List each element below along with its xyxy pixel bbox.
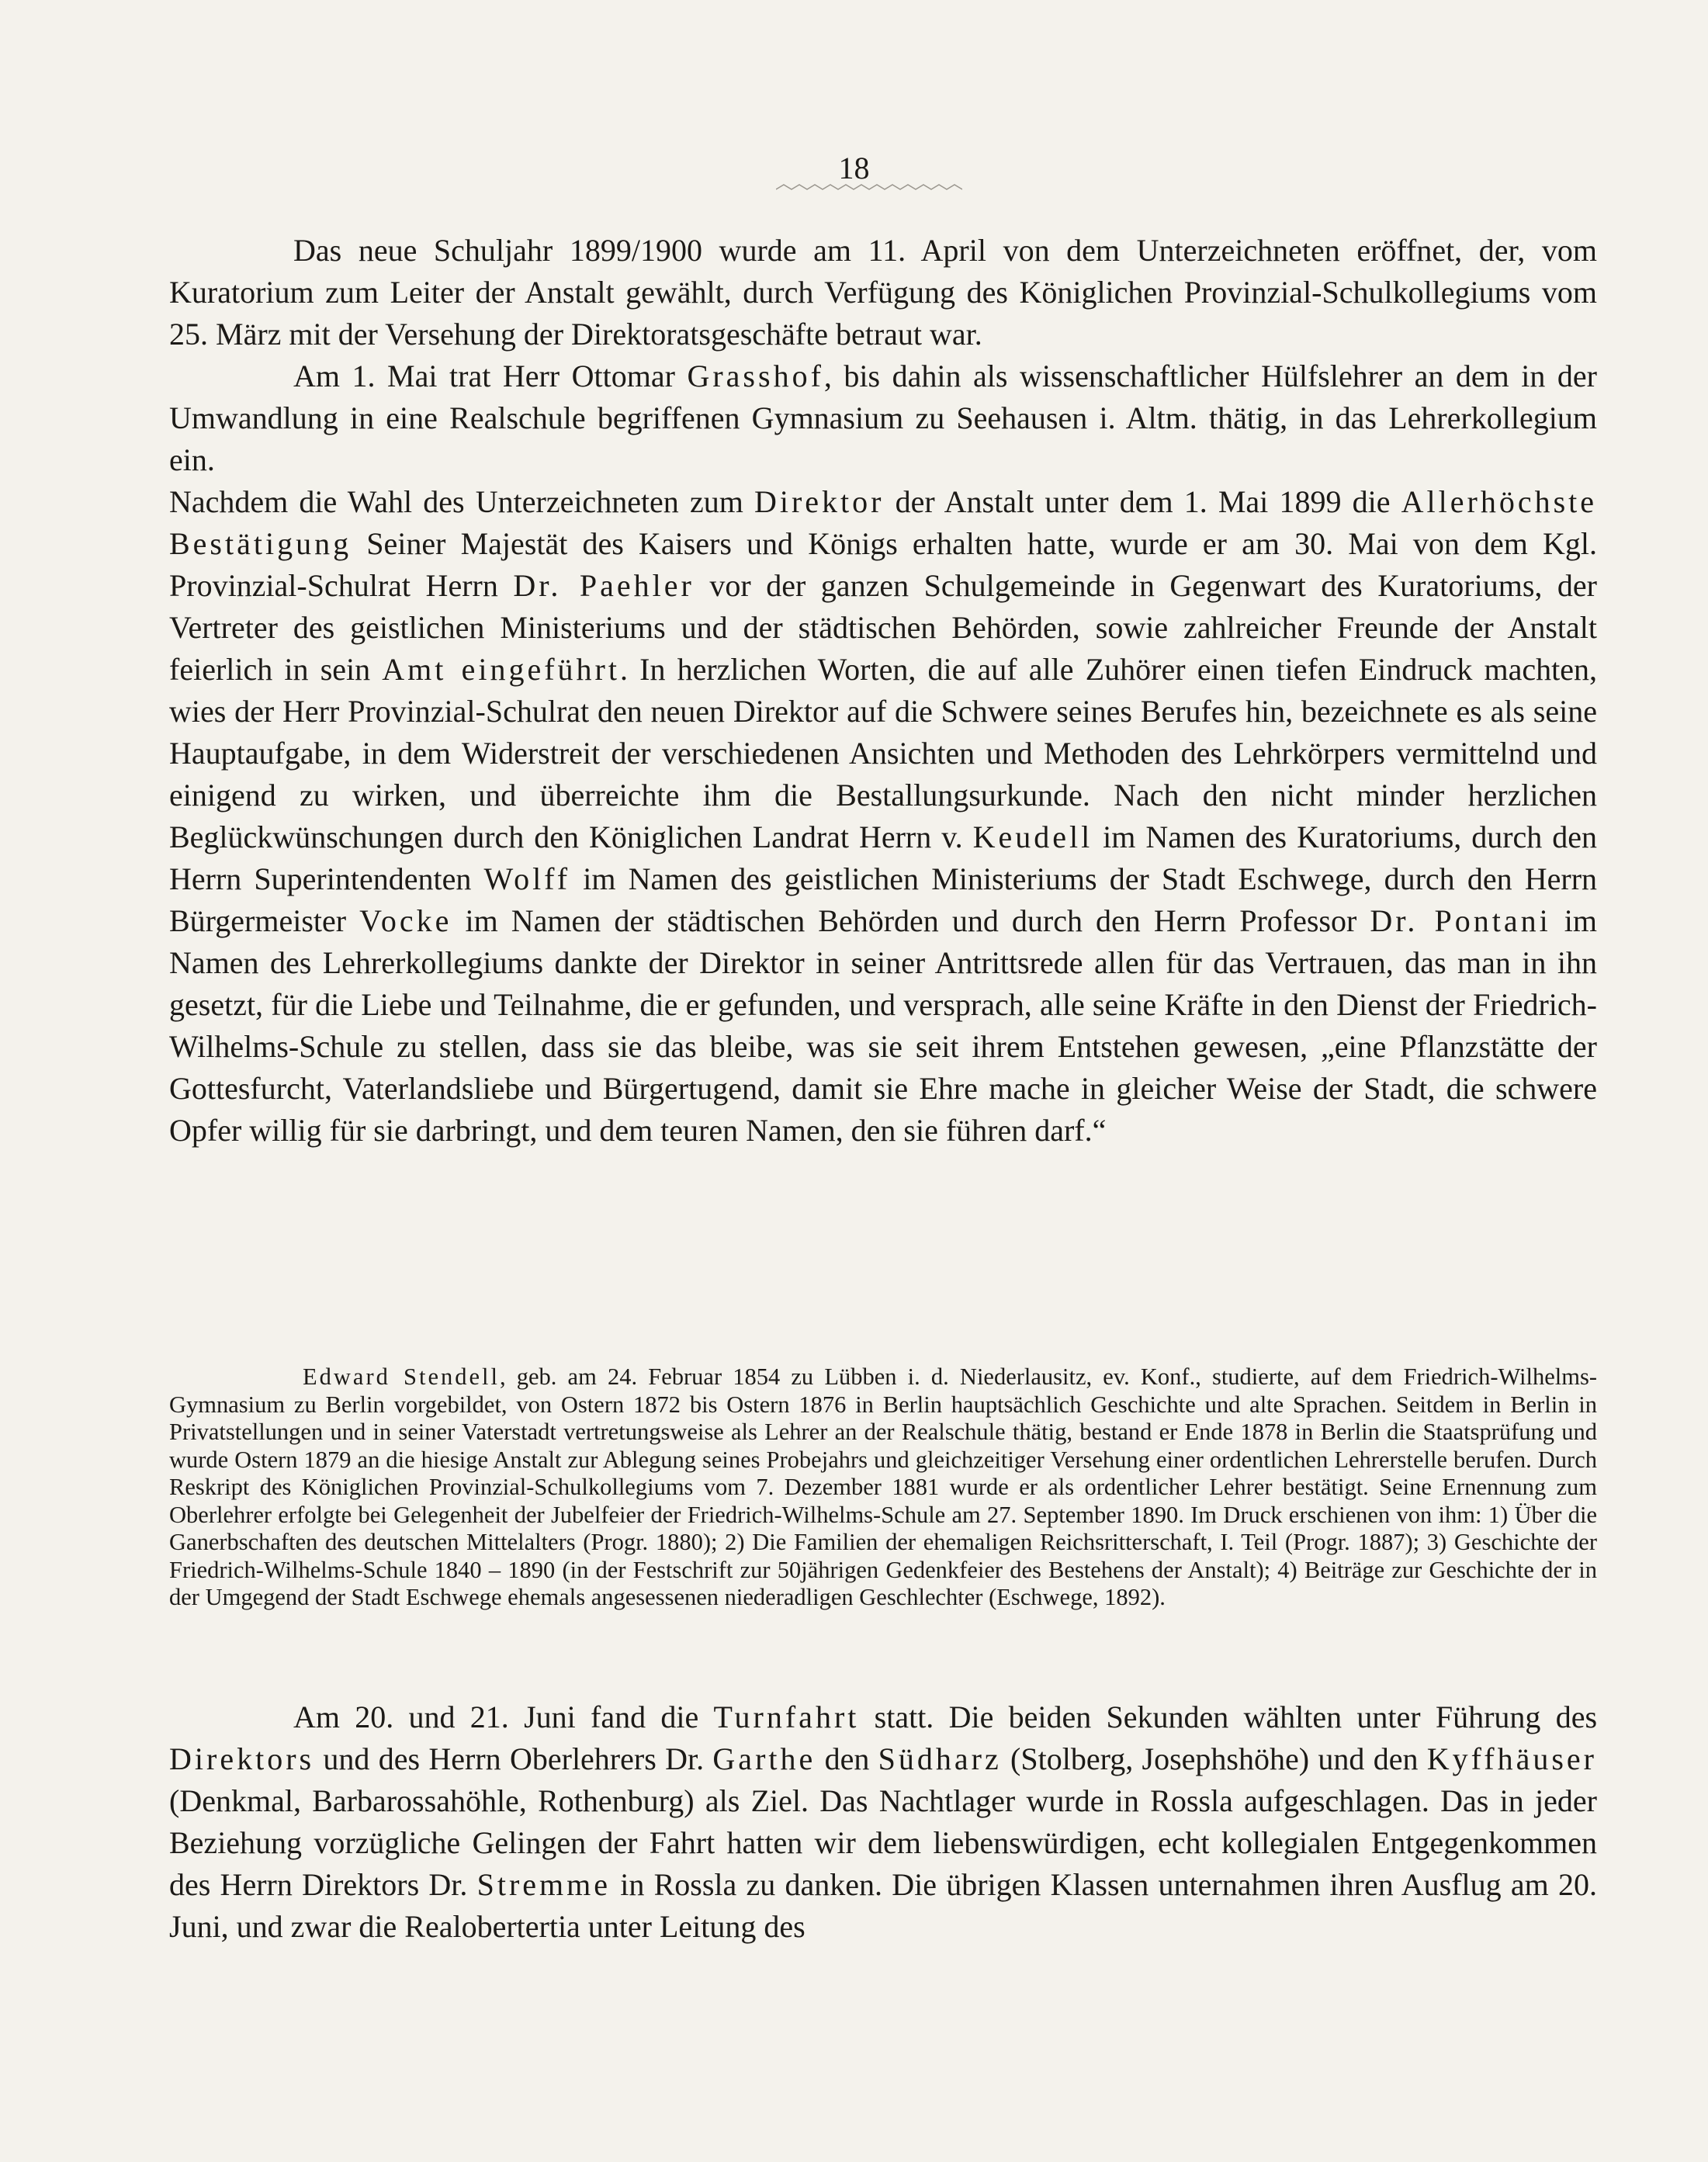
paragraph-text: im Namen des geistlichen Ministeriums der Stadt Eschwege, durch den Herrn Bürgermeister: [169, 861, 1598, 938]
spaced-emphasis: Direktors: [169, 1741, 315, 1776]
paragraph-text: den: [816, 1741, 878, 1776]
spaced-name: Stremme: [476, 1867, 611, 1902]
spaced-name: Garthe: [712, 1741, 816, 1776]
footnote-text: , geb. am 24. Februar 1854 zu Lübben i. d. Niederlausitz, ev. Konf., studierte, auf dem Friedrich-Wilhelms-Gymnasium zu Berlin vorgebildet, von Ostern 1872 bis Ostern 1876 in Berlin hauptsächlich Geschichte und alte Sprachen. Seitdem in Berlin in Privatstellungen und in seiner Vaterstadt vertretungsweise als Lehrer an der Realschule thätig, bestand er Ende 1878 in Berlin die Staatsprüfung und wurde Ostern 1879 an die hiesige Anstalt zur Ablegung seines Probejahrs und gleichzeitiger Versehung einer ordentlichen Lehrerstelle berufen. Durch Reskript des Königlichen Provinzial-Schulkollegiums vom 7. Dezember 1881 wurde er als ordentlicher Lehrer bestätigt. Seine Ernennung zum Oberlehrer erfolgte bei Gelegenheit der Jubelfeier der Friedrich-Wilhelms-Schule am 27. September 1890. Im Druck erschienen von ihm: 1) Über die Ganerbschaften des deutschen Mittelalters (Progr. 1880); 2) Die Familien der ehemaligen Reichsritterschaft, I. Teil (Progr. 1887); 3) Geschichte der Friedrich-Wilhelms-Schule 1840 – 1890 (in der Festschrift zur 50jährigen Gedenkfeier des Bestehens der Anstalt); 4) Beiträge zur Geschichte der in der Umgegend der Stadt Eschwege ehemals angesessenen niederadligen Geschlechter (Eschwege, 1892).: [169, 1363, 1598, 1610]
spaced-name: Wolff: [483, 861, 571, 896]
paragraph-text: , bis dahin als wissenschaftlicher Hülfslehrer an dem in der Umwandlung in eine Realschule begriffenen Gymnasium zu Seehausen i. Altm. thätig, in das Lehrerkollegium ein.: [169, 359, 1597, 477]
paragraph-text: der Anstalt unter dem 1. Mai 1899 die: [884, 484, 1401, 519]
spaced-emphasis: Amt eingeführt: [382, 652, 620, 687]
paragraph-text: im Namen des Kuratoriums, durch den Herrn Superintendenten: [169, 819, 1597, 896]
spaced-name: Vocke: [359, 903, 452, 938]
paragraph-text: im Namen der städtischen Behörden und durch den Herrn Professor: [452, 903, 1370, 938]
paragraph-text: vor der ganzen Schulgemeinde in Gegenwart des Kuratoriums, der Vertreter des geistlichen Ministeriums und der städtischen Behörden, sowie zahlreicher Freunde der Anstalt feierlich in sein: [169, 568, 1597, 687]
paragraph-text: Das neue Schuljahr 1899/1900 wurde am 11. April von dem Unterzeichneten eröffnet, der, vom Kuratorium zum Leiter der Anstalt gewählt, durch Verfügung des Königlichen Provinzial-Schulkollegiums vom 25. März mit der Versehung der Direktoratsgeschäfte betraut war.: [169, 233, 1597, 352]
main-text-top: [169, 230, 1597, 1152]
paragraph-text: in Rossla zu danken. Die übrigen Klassen unternahmen ihren Ausflug am 20. Juni, und zwar die Realobertertia unter Leitung des: [169, 1867, 1597, 1944]
paragraph-text: Am 20. und 21. Juni fand die: [293, 1699, 714, 1734]
paragraph-grasshof: [169, 355, 1597, 481]
spaced-name: Dr. Paehler: [513, 568, 695, 603]
spaced-name: Dr. Pontani: [1370, 903, 1551, 938]
paragraph-director-installation: [169, 481, 1597, 1152]
paragraph-text: statt. Die beiden Sekunden wählten unter Führung des: [859, 1699, 1598, 1734]
paragraph-text: Seiner Majestät des Kaisers und Königs erhalten hatte, wurde er am 30. Mai von dem Kgl. Provinzial-Schulrat Herrn: [169, 526, 1597, 603]
spaced-place: Kyffhäuser: [1426, 1741, 1597, 1776]
paragraph-text: . In herzlichen Worten, die auf alle Zuhörer einen tiefen Eindruck machten, wies der Herr Provinzial-Schulrat den neuen Direktor auf die Schwere seines Berufes hin, bezeichnete es als seine Hauptaufgabe, in dem Widerstreit der verschiedenen Ansichten und Methoden des Lehrkörpers vermittelnd und einigend zu wirken, und überreichte ihm die Bestallungsurkunde. Nach den nicht minder herzlichen Beglückwünschungen durch den Königlichen Landrat Herrn v.: [169, 652, 1597, 854]
spaced-emphasis: Allerhöchste Bestätigung: [169, 484, 1597, 561]
spaced-place: Südharz: [878, 1741, 1002, 1776]
footnote-name: Edward Stendell: [303, 1363, 500, 1390]
footnote-block: [169, 1363, 1597, 1612]
paragraph-text: Am 1. Mai trat Herr Ottomar: [293, 359, 688, 393]
paragraph-text: im Namen des Lehrerkollegiums dankte der Direktor in seiner Antrittsrede allen für das Vertrauen, das man in ihn gesetzt, für die Liebe und Teilnahme, die er gefunden, und versprach, alle seine Kräfte in den Dienst der Friedrich-Wilhelms-Schule zu stellen, dass sie das bleibe, was sie seit ihrem Entstehen gewesen, „eine Pflanzstätte der Gottesfurcht, Vaterlandsliebe und Bürgertugend, damit sie Ehre mache in gleicher Weise der Stadt, die schwere Opfer willig für sie darbringt, und dem teuren Namen, den sie führen darf.“: [169, 903, 1597, 1148]
spaced-name: Grasshof: [687, 359, 824, 393]
spaced-emphasis: Direktor: [754, 484, 885, 519]
paragraph-text: (Stolberg, Josephshöhe) und den: [1001, 1741, 1427, 1776]
paragraph-turnfahrt: [169, 1696, 1597, 1948]
paragraph-text: und des Herrn Oberlehrers Dr.: [314, 1741, 713, 1776]
paragraph-school-year-opening: [169, 230, 1597, 355]
paragraph-text: (Denkmal, Barbarossahöhle, Rothenburg) als Ziel. Das Nachtlager wurde in Rossla aufgeschlagen. Das in jeder Beziehung vorzügliche Gelingen der Fahrt hatten wir dem liebenswürdigen, echt kollegialen Entgegenkommen des Herrn Direktors Dr.: [169, 1783, 1597, 1902]
footnote-stendell: [169, 1363, 1597, 1612]
page-number: 18: [838, 151, 870, 185]
spaced-emphasis: Turnfahrt: [713, 1699, 860, 1734]
main-text-bottom: [169, 1696, 1597, 1948]
paragraph-text: Nachdem die Wahl des Unterzeichneten zum: [169, 484, 754, 519]
spaced-name: Keudell: [972, 819, 1093, 854]
page-number-ornament: [776, 183, 962, 191]
